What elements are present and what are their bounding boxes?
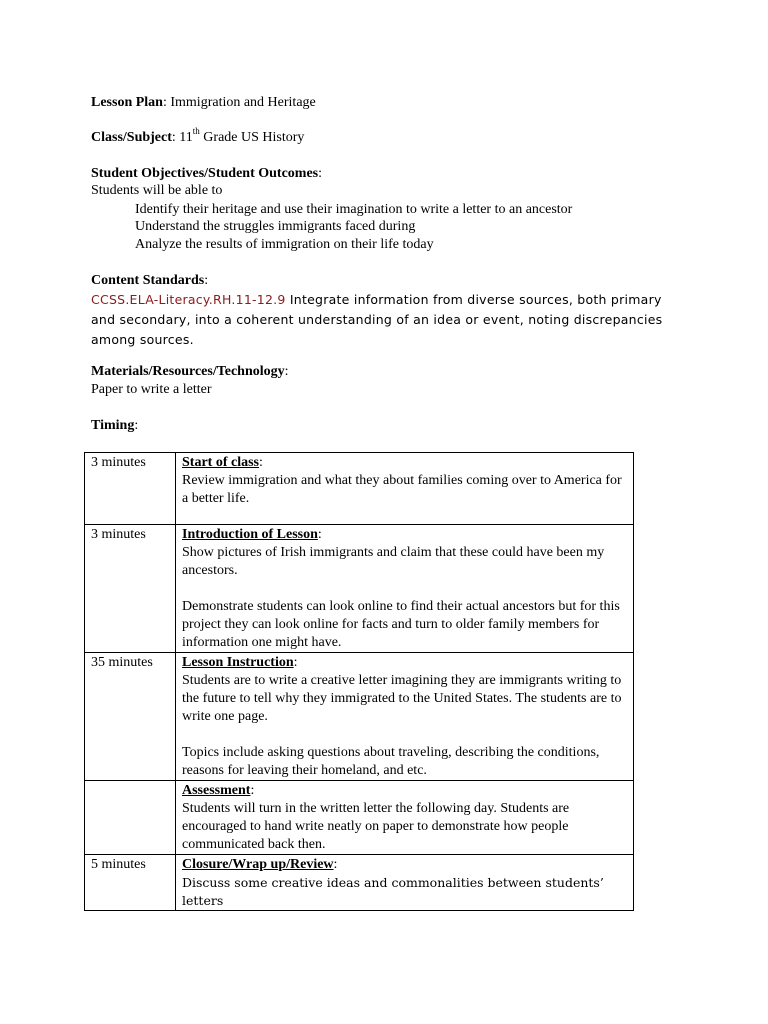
class-subject-value-sup: th [192, 126, 200, 137]
table-row [85, 525, 634, 653]
timing-table [84, 452, 634, 911]
table-row [85, 855, 634, 911]
timing-colon: : [134, 418, 139, 433]
lesson-plan-label: Lesson Plan [91, 95, 163, 110]
activity-heading-colon: : [317, 527, 322, 542]
activity-cell [176, 781, 634, 855]
activity-heading: Start of class [182, 455, 259, 470]
activity-paragraph: Show pictures of Irish immigrants and claim that these could have been my ancestors. [182, 545, 605, 578]
objectives-label: Student Objectives/Student Outcomes [91, 166, 319, 181]
activity-cell [176, 855, 634, 911]
activity-heading: Lesson Instruction [182, 655, 294, 670]
duration-cell: 3 minutes [85, 525, 176, 653]
activity-cell [176, 453, 634, 525]
activity-heading: Assessment [182, 783, 251, 798]
activity-heading-colon: : [333, 857, 338, 872]
duration-cell: 35 minutes [85, 653, 176, 781]
duration-cell: 3 minutes [85, 453, 176, 525]
timing-label: Timing [91, 418, 135, 433]
materials-value: Paper to write a letter [91, 382, 212, 397]
objectives-heading [91, 165, 322, 182]
activity-heading: Closure/Wrap up/Review [182, 857, 334, 872]
class-subject-value-post: Grade US History [199, 130, 305, 145]
duration-cell: 5 minutes [85, 855, 176, 911]
activity-paragraph: Topics include asking questions about traveling, describing the conditions, reasons for leaving their homeland, and etc. [182, 745, 600, 778]
standard-code-link[interactable]: CCSS.ELA-Literacy.RH.11-12.9 [91, 292, 286, 307]
standard-description: Integrate information from diverse sources, both primary and secondary, into a coherent understanding of an idea or event, noting discrepancies among sources. [91, 292, 663, 347]
lesson-plan-value: : Immigration and Heritage [162, 95, 316, 110]
timing-heading [91, 417, 138, 434]
objective-item: Analyze the results of immigration on their life today [135, 237, 434, 252]
activity-paragraph: Students will turn in the written letter the following day. Students are encouraged to hand write neatly on paper to demonstrate how people communicated back then. [182, 801, 570, 852]
activity-paragraph: Students are to write a creative letter imagining they are immigrants writing to the future to tell why they immigrated to the United States. The students are to write one page. [182, 673, 622, 724]
lesson-plan-line [91, 94, 316, 111]
materials-heading [91, 363, 289, 380]
activity-paragraph: Demonstrate students can look online to find their actual ancestors but for this project they can look online for facts and turn to older family members for information one might have. [182, 599, 620, 650]
table-row [85, 781, 634, 855]
objective-item: Understand the struggles immigrants faced during [135, 219, 416, 234]
duration-cell [85, 781, 176, 855]
activity-paragraph: Review immigration and what they about families coming over to America for a better life. [182, 473, 622, 506]
objective-item: Identify their heritage and use their imagination to write a letter to an ancestor [135, 202, 573, 217]
class-subject-value-pre: : 11 [171, 130, 193, 145]
activity-heading-colon: : [293, 655, 298, 670]
activity-cell [176, 653, 634, 781]
table-row [85, 653, 634, 781]
objectives-colon: : [318, 166, 323, 181]
materials-colon: : [284, 364, 289, 379]
objectives-intro: Students will be able to [91, 183, 223, 198]
activity-heading-colon: : [250, 783, 255, 798]
content-standards-heading [91, 272, 208, 289]
activity-heading: Introduction of Lesson [182, 527, 318, 542]
activity-heading-colon: : [259, 455, 263, 470]
activity-paragraph: Discuss some creative ideas and commonalities between students’ letters [182, 875, 604, 908]
content-standards-label: Content Standards [91, 273, 205, 288]
materials-label: Materials/Resources/Technology [91, 364, 285, 379]
content-standard-text [91, 290, 671, 350]
activity-cell [176, 525, 634, 653]
class-subject-label: Class/Subject [91, 130, 172, 145]
class-subject-line [91, 126, 305, 146]
content-standards-colon: : [204, 273, 209, 288]
table-row [85, 453, 634, 525]
